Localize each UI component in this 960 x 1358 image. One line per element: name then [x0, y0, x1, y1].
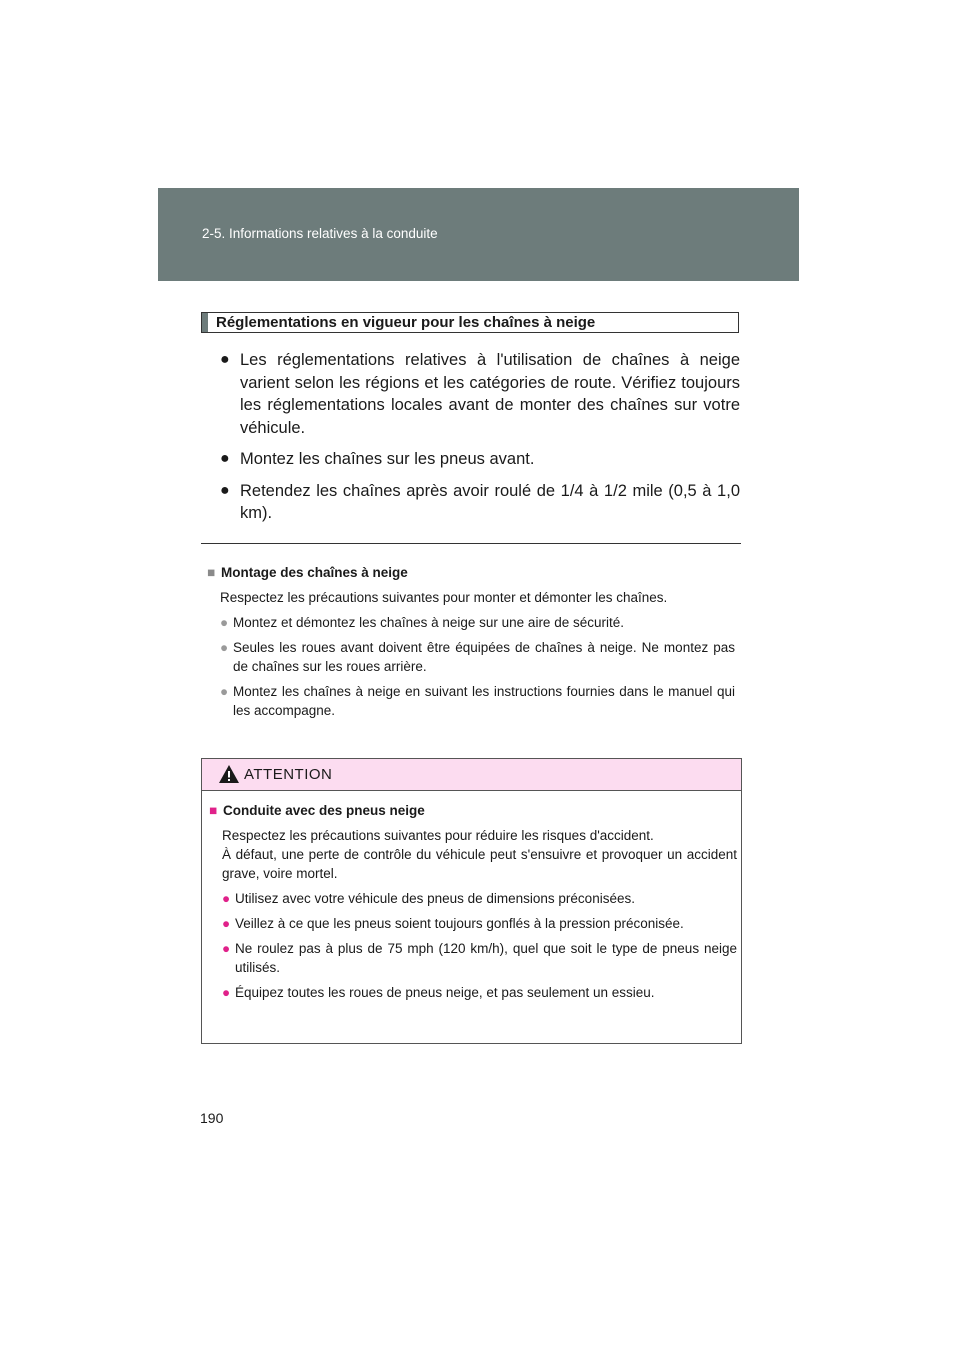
attention-intro-line: Respectez les précautions suivantes pour réduire les risques d'accident.	[222, 828, 654, 843]
attention-intro-line: À défaut, une perte de contrôle du véhicule peut s'ensuivre et provoquer un accident grave, voire mortel.	[222, 847, 737, 881]
attention-header	[202, 759, 741, 791]
note-item-text: Montez les chaînes à neige en suivant les instructions fournies dans le manuel qui les accompagne.	[233, 684, 735, 718]
title-accent-bar	[202, 313, 208, 332]
note-item	[207, 613, 735, 632]
attention-box	[201, 758, 742, 1044]
section-title: 2-5. Informations relatives à la conduite	[202, 226, 438, 241]
list-item-text: Montez les chaînes sur les pneus avant.	[240, 450, 535, 468]
attention-intro	[209, 826, 737, 883]
note-item-text: Montez et démontez les chaînes à neige sur une aire de sécurité.	[233, 615, 624, 630]
attention-item	[209, 983, 737, 1002]
attention-item	[209, 889, 737, 908]
attention-item	[209, 939, 737, 977]
bullet-icon: ●	[220, 640, 229, 655]
bullet-icon: ●	[220, 684, 229, 699]
attention-body	[209, 801, 737, 1008]
list-item	[220, 448, 740, 471]
attention-item-text: Équipez toutes les roues de pneus neige, et pas seulement un essieu.	[235, 985, 655, 1000]
bullet-icon: ●	[220, 615, 229, 630]
list-item	[220, 480, 740, 525]
bullet-icon: ●	[222, 916, 231, 931]
note-item	[207, 682, 735, 720]
bullet-icon: ●	[222, 941, 231, 956]
list-item-text: Retendez les chaînes après avoir roulé de 1/4 à 1/2 mile (0,5 à 1,0 km).	[240, 481, 740, 522]
attention-item-text: Utilisez avec votre véhicule des pneus de dimensions préconisées.	[235, 891, 635, 906]
bullet-icon: ●	[222, 985, 231, 1000]
notes-heading	[207, 563, 735, 582]
attention-label: ATTENTION	[244, 766, 333, 783]
list-item	[220, 349, 740, 439]
notes-heading-text: Montage des chaînes à neige	[221, 565, 408, 580]
section-header-band	[158, 188, 799, 281]
section-divider	[201, 543, 741, 544]
bullet-icon: ●	[220, 351, 230, 368]
attention-item-text: Ne roulez pas à plus de 75 mph (120 km/h), quel que soit le type de pneus neige utilisés.	[235, 941, 737, 975]
bullet-icon: ●	[220, 450, 230, 467]
bullet-icon: ●	[222, 891, 231, 906]
main-list	[220, 349, 740, 534]
notes-section	[207, 563, 735, 726]
bullet-icon: ●	[220, 481, 230, 499]
attention-heading	[209, 801, 737, 820]
attention-item	[209, 914, 737, 933]
attention-item-text: Veillez à ce que les pneus soient toujours gonflés à la pression préconisée.	[235, 916, 684, 931]
note-item-text: Seules les roues avant doivent être équipées de chaînes à neige. Ne montez pas de chaînes sur les roues arrière.	[233, 640, 735, 674]
square-bullet-icon: ■	[209, 803, 218, 818]
warning-triangle-icon	[218, 764, 240, 784]
attention-heading-text: Conduite avec des pneus neige	[223, 803, 425, 818]
box-title-text: Réglementations en vigueur pour les chaînes à neige	[216, 314, 596, 331]
note-item	[207, 638, 735, 676]
page-number: 190	[200, 1110, 224, 1126]
list-item-text: Les réglementations relatives à l'utilisation de chaînes à neige varient selon les régions et les catégories de route. Vérifiez toujours les réglementations locales avant de monter des chaînes sur votre véhicule.	[240, 351, 740, 437]
square-bullet-icon: ■	[207, 565, 216, 580]
notes-intro: Respectez les précautions suivantes pour monter et démonter les chaînes.	[220, 590, 668, 605]
box-title	[201, 312, 739, 333]
